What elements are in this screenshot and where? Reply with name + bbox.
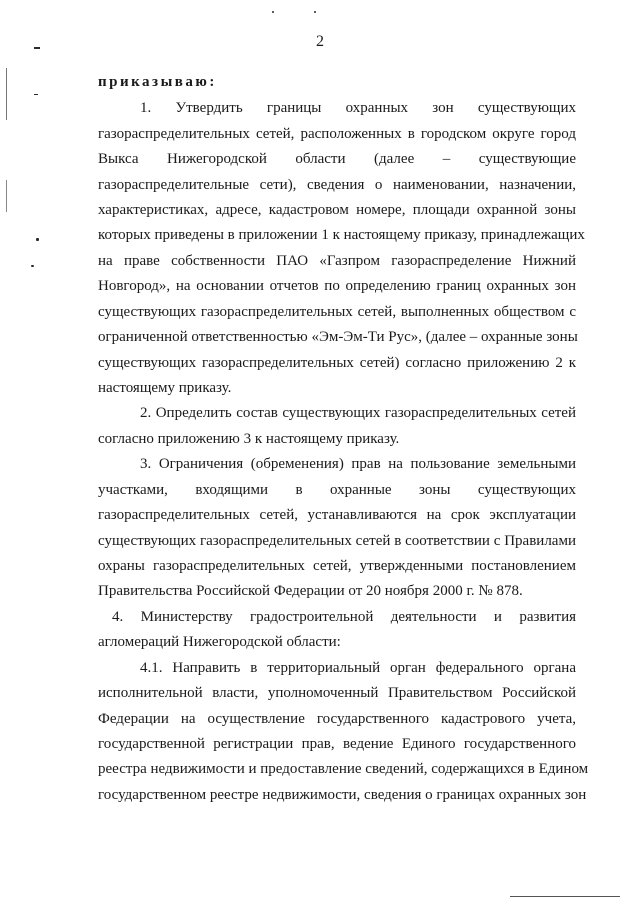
text-line: 2. Определить состав существующих газораспределительных сетей xyxy=(140,405,576,421)
page-number: 2 xyxy=(316,33,324,50)
text-line: Федерации на осуществление государственного кадастрового учета, xyxy=(98,711,576,727)
text-line: на праве собственности ПАО «Газпром газораспределение Нижний xyxy=(98,253,576,269)
text-line: исполнительной власти, уполномоченный Правительством Российской xyxy=(98,685,576,701)
text-line: газораспределительных сетей, расположенных в городском округе город xyxy=(98,126,576,142)
text-line: газораспределительные сети), сведения о наименовании, назначении, xyxy=(98,177,576,193)
text-line: Новгород», на основании отчетов по определению границ охранных зон xyxy=(98,278,576,294)
text-line: согласно приложению 3 к настоящему приказу. xyxy=(98,431,400,447)
scan-speck xyxy=(272,11,274,13)
text-line: ограниченной ответственностью «Эм-Эм-Ти Рус», (далее – охранные зоны xyxy=(98,329,578,345)
scan-speck xyxy=(314,11,316,13)
scan-edge xyxy=(6,180,7,212)
text-line: настоящему приказу. xyxy=(98,380,232,396)
text-line: которых приведены в приложении 1 к настоящему приказу, принадлежащих xyxy=(98,227,585,243)
text-line: охраны газораспределительных сетей, утвержденными постановлением xyxy=(98,558,576,574)
text-line: Выкса Нижегородской области (далее – существующие xyxy=(98,151,576,167)
text-line: участками, входящими в охранные зоны существующих xyxy=(98,482,576,498)
text-line: 1. Утвердить границы охранных зон существующих xyxy=(140,100,576,116)
text-line: 3. Ограничения (обременения) прав на пользование земельными xyxy=(140,456,576,472)
text-line: 4.1. Направить в территориальный орган федерального органа xyxy=(140,660,576,676)
text-line: государственном реестре недвижимости, сведения о границах охранных зон xyxy=(98,787,587,803)
scan-speck xyxy=(36,238,39,241)
scan-mark xyxy=(34,47,40,49)
text-line: характеристиках, адресе, кадастровом номере, площади охранной зоны xyxy=(98,202,576,218)
text-line: агломераций Нижегородской области: xyxy=(98,634,341,650)
text-line: государственной регистрации прав, ведение Единого государственного xyxy=(98,736,576,752)
text-line: газораспределительных сетей, устанавливаются на срок эксплуатации xyxy=(98,507,576,523)
text-line: Правительства Российской Федерации от 20 ноября 2000 г. № 878. xyxy=(98,583,523,599)
scan-edge xyxy=(6,68,7,120)
text-line: 4. Министерству градостроительной деятельности и развития xyxy=(112,609,576,625)
scan-mark xyxy=(34,94,38,95)
scan-edge xyxy=(510,896,620,897)
text-line: существующих газораспределительных сетей в соответствии с Правилами xyxy=(98,533,576,549)
text-line: существующих газораспределительных сетей) согласно приложению 2 к xyxy=(98,355,576,371)
text-line: реестра недвижимости и предоставление сведений, содержащихся в Едином xyxy=(98,761,589,777)
text-line: существующих газораспределительных сетей, выполненных обществом с xyxy=(98,304,576,320)
order-heading: приказываю: xyxy=(98,74,217,90)
scan-speck xyxy=(31,265,34,267)
